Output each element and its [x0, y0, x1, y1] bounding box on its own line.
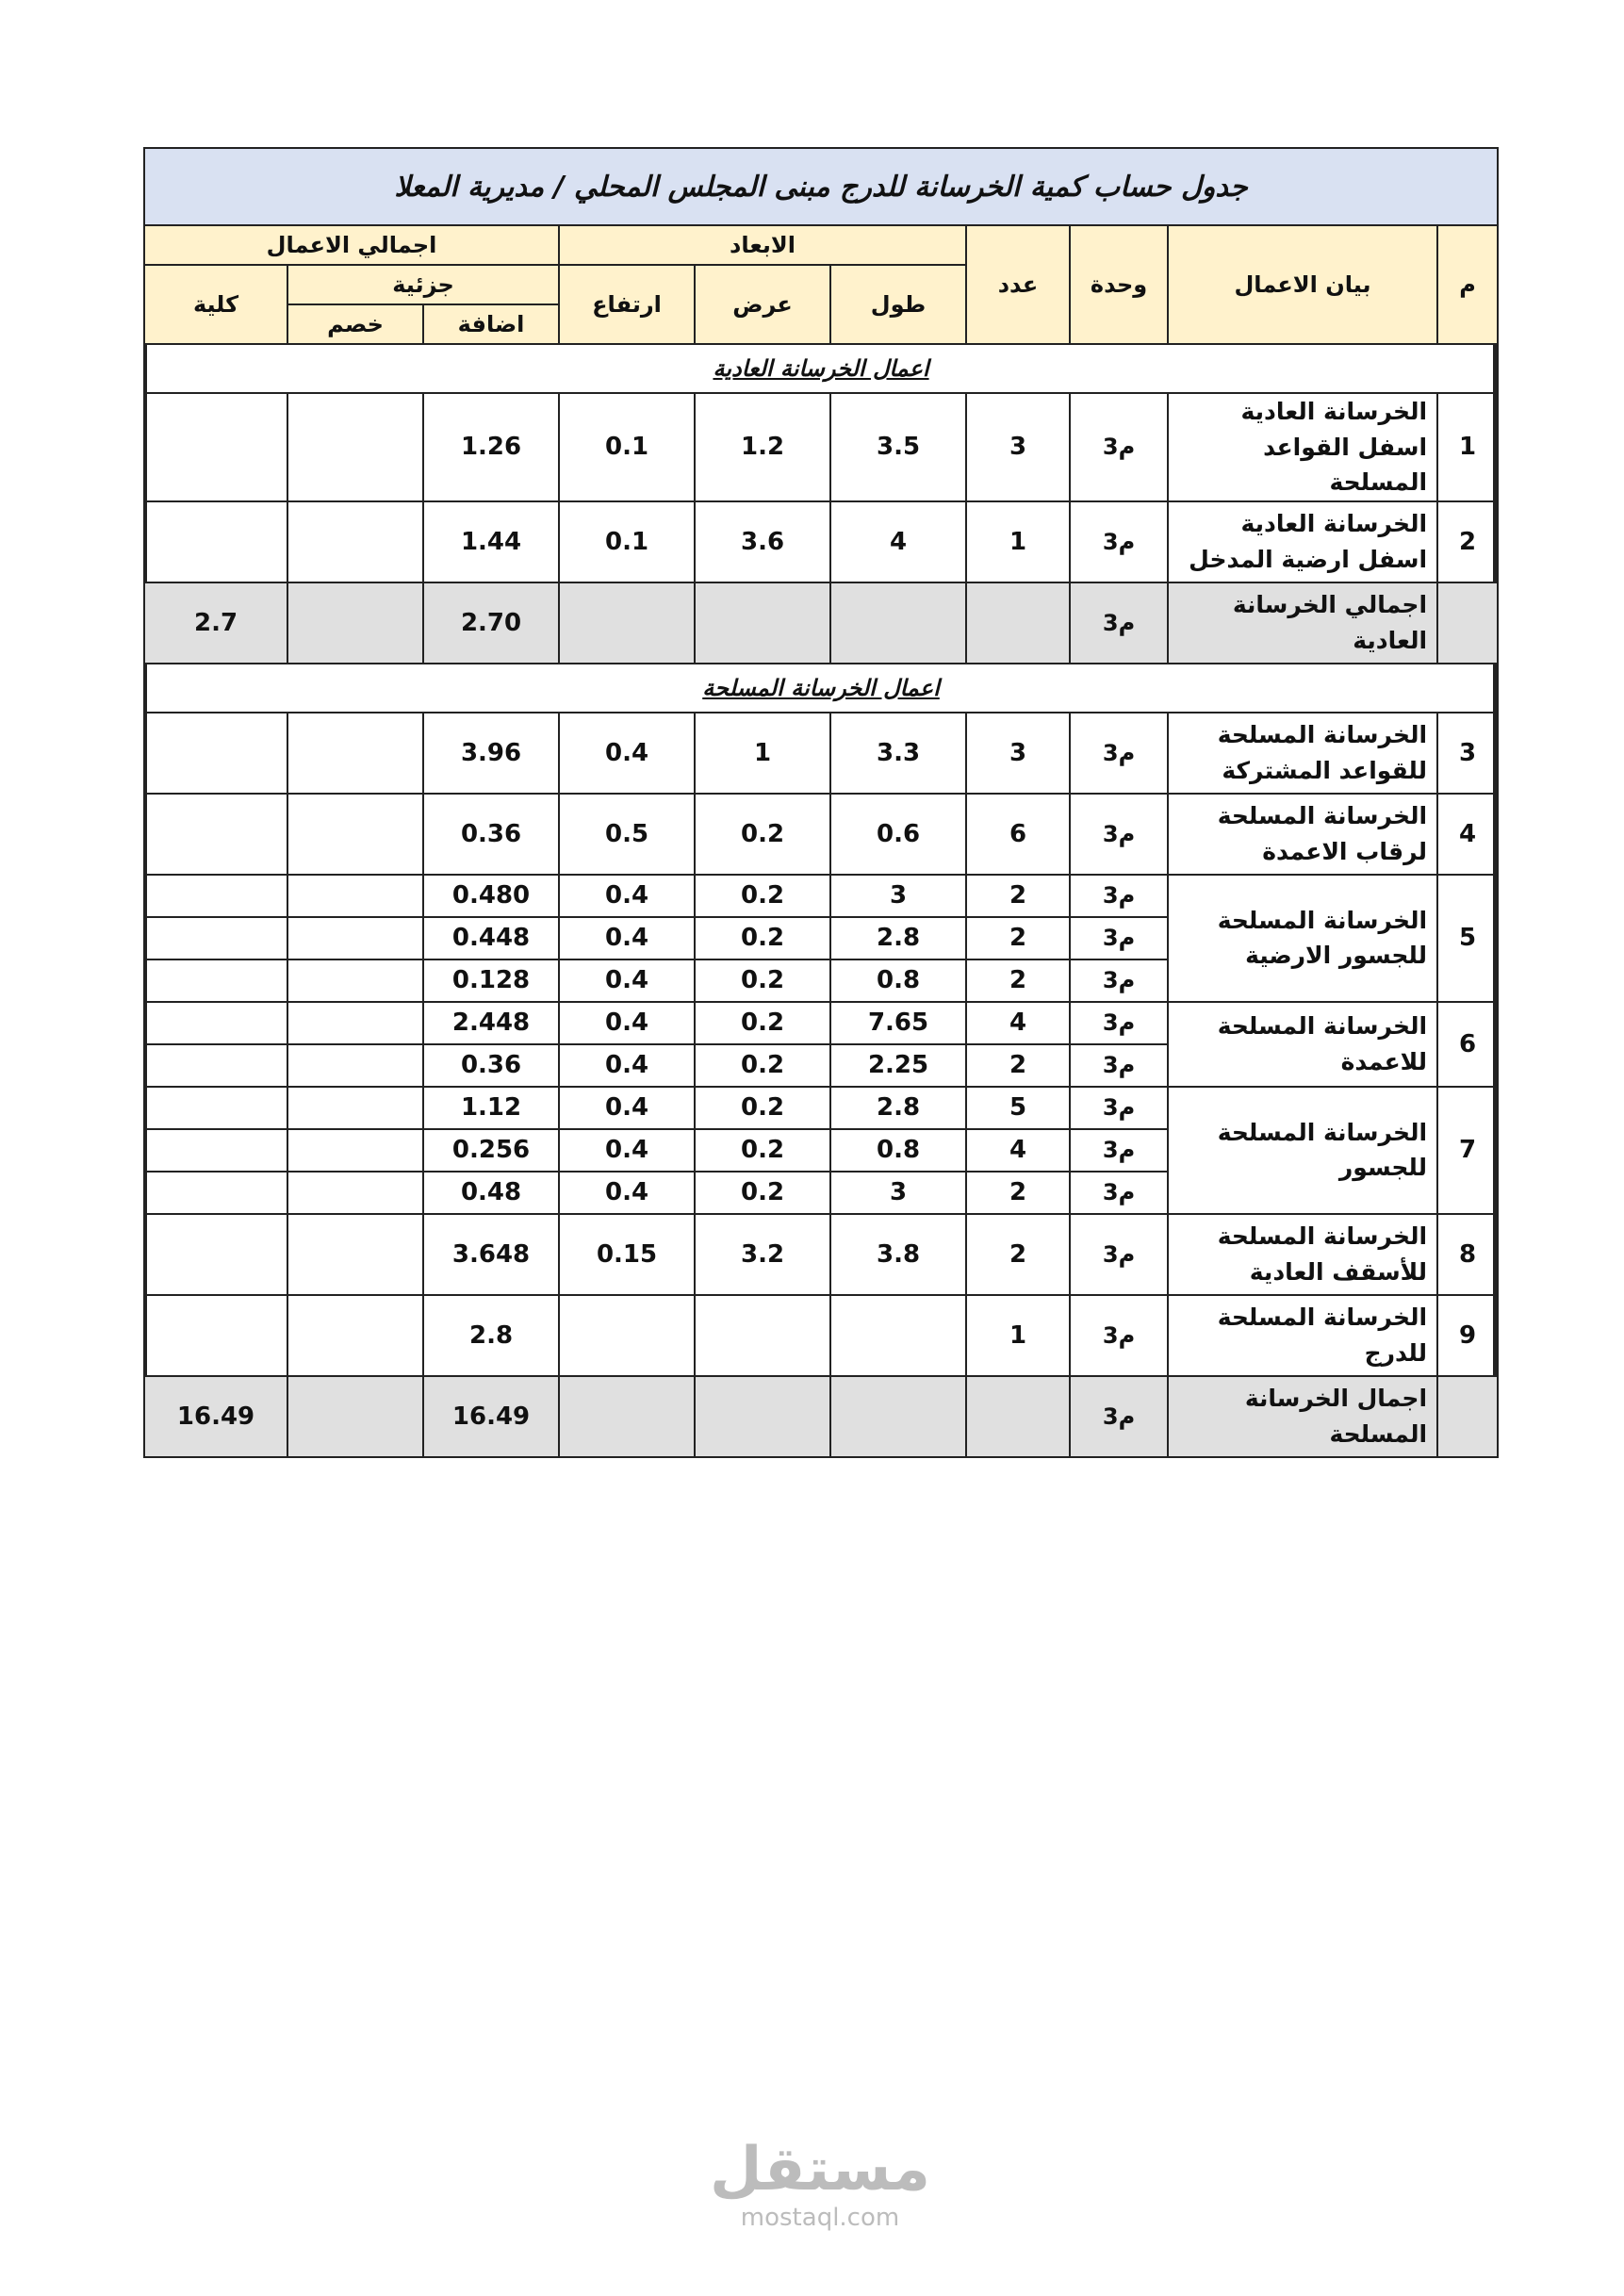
- watermark-latin: mostaql.com: [740, 2204, 900, 2232]
- row-deduction: [287, 1172, 423, 1214]
- row-overall: [144, 1002, 287, 1044]
- section-title-plain: [144, 344, 1498, 393]
- row-description: الخرسانة العادية اسفل القواعد المسلحة: [1168, 393, 1437, 501]
- row-unit: م3: [1070, 1002, 1168, 1044]
- row-deduction: [287, 393, 423, 501]
- header-dimensions: الابعاد: [559, 225, 966, 265]
- total-addition: 16.49: [423, 1376, 559, 1457]
- total-overall: 2.7: [144, 582, 287, 664]
- row-unit: م3: [1070, 917, 1168, 959]
- row-unit: م3: [1070, 501, 1168, 582]
- row-count: 2: [966, 959, 1070, 1002]
- row-length: 0.8: [830, 959, 966, 1002]
- row-number: [1437, 582, 1498, 664]
- row-length: 0.8: [830, 1129, 966, 1172]
- row-number: 4: [1437, 794, 1498, 875]
- row-description: الخرسانة المسلحة للدرج: [1168, 1295, 1437, 1376]
- row-width: 0.2: [695, 917, 830, 959]
- row-deduction: [287, 1295, 423, 1376]
- row-number: 8: [1437, 1214, 1498, 1295]
- row-overall: [144, 393, 287, 501]
- total-addition: 2.70: [423, 582, 559, 664]
- row-count: 3: [966, 393, 1070, 501]
- row-length: 0.6: [830, 794, 966, 875]
- row-count: 1: [966, 501, 1070, 582]
- row-length: [830, 1295, 966, 1376]
- row-width: [695, 582, 830, 664]
- row-overall: [144, 713, 287, 794]
- row-description: الخرسانة المسلحة للاعمدة: [1168, 1002, 1437, 1087]
- row-number: 1: [1437, 393, 1498, 501]
- row-addition: 2.448: [423, 1002, 559, 1044]
- row-deduction: [287, 875, 423, 917]
- total-overall: 16.49: [144, 1376, 287, 1457]
- row-length: 2.8: [830, 1087, 966, 1129]
- row-deduction: [287, 713, 423, 794]
- row-length: 4: [830, 501, 966, 582]
- header-count: عدد: [966, 225, 1070, 344]
- row-number: 2: [1437, 501, 1498, 582]
- table-row: [144, 1295, 1498, 1376]
- total-description: اجمالي الخرسانة العادية: [1168, 582, 1437, 664]
- row-number: 6: [1437, 1002, 1498, 1087]
- header-height: ارتفاع: [559, 265, 695, 344]
- row-number: 5: [1437, 875, 1498, 1002]
- row-overall: [144, 1129, 287, 1172]
- row-description: الخرسانة المسلحة للجسور الارضية: [1168, 875, 1437, 1002]
- row-count: 2: [966, 1044, 1070, 1087]
- header-width: عرض: [695, 265, 830, 344]
- header-deduction: خصم: [287, 304, 423, 344]
- row-length: 3: [830, 875, 966, 917]
- row-width: 0.2: [695, 1129, 830, 1172]
- row-deduction: [287, 917, 423, 959]
- row-count: 2: [966, 1214, 1070, 1295]
- row-width: 0.2: [695, 1172, 830, 1214]
- row-count: 2: [966, 917, 1070, 959]
- row-addition: 1.12: [423, 1087, 559, 1129]
- header-addition: اضافة: [423, 304, 559, 344]
- row-count: [966, 1376, 1070, 1457]
- header-length: طول: [830, 265, 966, 344]
- header-partial: جزئية: [287, 265, 559, 304]
- total-unit: م3: [1070, 1376, 1168, 1457]
- row-height: 0.4: [559, 875, 695, 917]
- header-m: م: [1437, 225, 1498, 344]
- row-length: 7.65: [830, 1002, 966, 1044]
- row-deduction: [287, 582, 423, 664]
- row-addition: 0.448: [423, 917, 559, 959]
- row-count: 2: [966, 1172, 1070, 1214]
- row-number: [1437, 1376, 1498, 1457]
- row-overall: [144, 1214, 287, 1295]
- row-height: [559, 1376, 695, 1457]
- row-count: 4: [966, 1129, 1070, 1172]
- row-unit: م3: [1070, 713, 1168, 794]
- row-addition: 0.256: [423, 1129, 559, 1172]
- header-total-works: اجمالي الاعمال: [144, 225, 559, 265]
- row-deduction: [287, 1044, 423, 1087]
- row-description: الخرسانة المسلحة للجسور: [1168, 1087, 1437, 1214]
- section-reinforced-label: اعمال الخرسانة المسلحة: [702, 674, 940, 701]
- row-width: 0.2: [695, 875, 830, 917]
- row-length: 3.8: [830, 1214, 966, 1295]
- header-overall: كلية: [144, 265, 287, 344]
- plain-total-row: [144, 582, 1498, 664]
- table-row: [144, 794, 1498, 875]
- section-plain-label: اعمال الخرسانة العادية: [713, 355, 929, 382]
- row-count: 2: [966, 875, 1070, 917]
- watermark-logo: [679, 2135, 961, 2232]
- row-length: [830, 1376, 966, 1457]
- row-count: 1: [966, 1295, 1070, 1376]
- header-description: بيان الاعمال: [1168, 225, 1437, 344]
- row-overall: [144, 875, 287, 917]
- row-width: 0.2: [695, 1087, 830, 1129]
- row-height: 0.4: [559, 959, 695, 1002]
- table-row: [144, 1087, 1498, 1129]
- row-addition: 3.648: [423, 1214, 559, 1295]
- row-addition: 0.36: [423, 794, 559, 875]
- row-overall: [144, 794, 287, 875]
- row-overall: [144, 501, 287, 582]
- row-deduction: [287, 1376, 423, 1457]
- row-count: 3: [966, 713, 1070, 794]
- row-overall: [144, 1087, 287, 1129]
- row-width: 0.2: [695, 794, 830, 875]
- row-description: الخرسانة العادية اسفل ارضية المدخل: [1168, 501, 1437, 582]
- row-unit: م3: [1070, 1295, 1168, 1376]
- row-unit: م3: [1070, 1214, 1168, 1295]
- row-length: 3.5: [830, 393, 966, 501]
- row-count: 4: [966, 1002, 1070, 1044]
- row-unit: م3: [1070, 794, 1168, 875]
- row-length: 3: [830, 1172, 966, 1214]
- row-unit: م3: [1070, 1129, 1168, 1172]
- row-number: 9: [1437, 1295, 1498, 1376]
- row-height: [559, 582, 695, 664]
- header-unit: وحدة: [1070, 225, 1168, 344]
- row-length: [830, 582, 966, 664]
- table-row: [144, 875, 1498, 917]
- row-height: 0.4: [559, 1172, 695, 1214]
- total-description: اجمال الخرسانة المسلحة: [1168, 1376, 1437, 1457]
- row-width: 0.2: [695, 959, 830, 1002]
- row-count: 6: [966, 794, 1070, 875]
- row-unit: م3: [1070, 959, 1168, 1002]
- row-length: 3.3: [830, 713, 966, 794]
- table-row: [144, 501, 1498, 582]
- row-count: 5: [966, 1087, 1070, 1129]
- row-height: 0.15: [559, 1214, 695, 1295]
- row-deduction: [287, 1087, 423, 1129]
- row-description: الخرسانة المسلحة للقواعد المشتركة: [1168, 713, 1437, 794]
- reinforced-total-row: [144, 1376, 1498, 1457]
- row-addition: 1.26: [423, 393, 559, 501]
- row-unit: م3: [1070, 1044, 1168, 1087]
- row-deduction: [287, 501, 423, 582]
- row-addition: 0.36: [423, 1044, 559, 1087]
- row-addition: 1.44: [423, 501, 559, 582]
- row-width: 0.2: [695, 1044, 830, 1087]
- row-deduction: [287, 1129, 423, 1172]
- row-length: 2.25: [830, 1044, 966, 1087]
- row-unit: م3: [1070, 1172, 1168, 1214]
- row-width: [695, 1295, 830, 1376]
- row-number: 3: [1437, 713, 1498, 794]
- row-height: 0.4: [559, 1129, 695, 1172]
- total-unit: م3: [1070, 582, 1168, 664]
- concrete-quantity-table: [143, 147, 1499, 1458]
- row-overall: [144, 917, 287, 959]
- row-overall: [144, 1044, 287, 1087]
- row-unit: م3: [1070, 393, 1168, 501]
- row-addition: 3.96: [423, 713, 559, 794]
- row-deduction: [287, 1214, 423, 1295]
- table-row: [144, 1002, 1498, 1044]
- row-height: 0.5: [559, 794, 695, 875]
- row-count: [966, 582, 1070, 664]
- row-unit: م3: [1070, 1087, 1168, 1129]
- row-height: 0.4: [559, 917, 695, 959]
- row-height: [559, 1295, 695, 1376]
- row-height: 0.1: [559, 501, 695, 582]
- row-number: 7: [1437, 1087, 1498, 1214]
- row-overall: [144, 1172, 287, 1214]
- row-width: 3.6: [695, 501, 830, 582]
- row-height: 0.4: [559, 1044, 695, 1087]
- row-deduction: [287, 1002, 423, 1044]
- section-title-reinforced: [144, 664, 1498, 713]
- row-addition: 0.48: [423, 1172, 559, 1214]
- row-deduction: [287, 794, 423, 875]
- row-height: 0.4: [559, 1087, 695, 1129]
- table-row: [144, 393, 1498, 501]
- row-width: 1: [695, 713, 830, 794]
- row-height: 0.4: [559, 1002, 695, 1044]
- row-overall: [144, 1295, 287, 1376]
- watermark-arabic: مستقل: [709, 2135, 931, 2205]
- row-description: الخرسانة المسلحة للأسقف العادية: [1168, 1214, 1437, 1295]
- row-width: [695, 1376, 830, 1457]
- row-width: 3.2: [695, 1214, 830, 1295]
- table-title: جدول حساب كمية الخرسانة للدرج مبنى المجلس المحلي / مديرية المعلا: [144, 148, 1498, 225]
- table-row: [144, 1214, 1498, 1295]
- row-deduction: [287, 959, 423, 1002]
- table-row: [144, 713, 1498, 794]
- row-width: 1.2: [695, 393, 830, 501]
- row-description: الخرسانة المسلحة لرقاب الاعمدة: [1168, 794, 1437, 875]
- row-addition: 2.8: [423, 1295, 559, 1376]
- row-overall: [144, 959, 287, 1002]
- row-height: 0.1: [559, 393, 695, 501]
- row-width: 0.2: [695, 1002, 830, 1044]
- row-unit: م3: [1070, 875, 1168, 917]
- row-addition: 0.128: [423, 959, 559, 1002]
- row-length: 2.8: [830, 917, 966, 959]
- row-addition: 0.480: [423, 875, 559, 917]
- row-height: 0.4: [559, 713, 695, 794]
